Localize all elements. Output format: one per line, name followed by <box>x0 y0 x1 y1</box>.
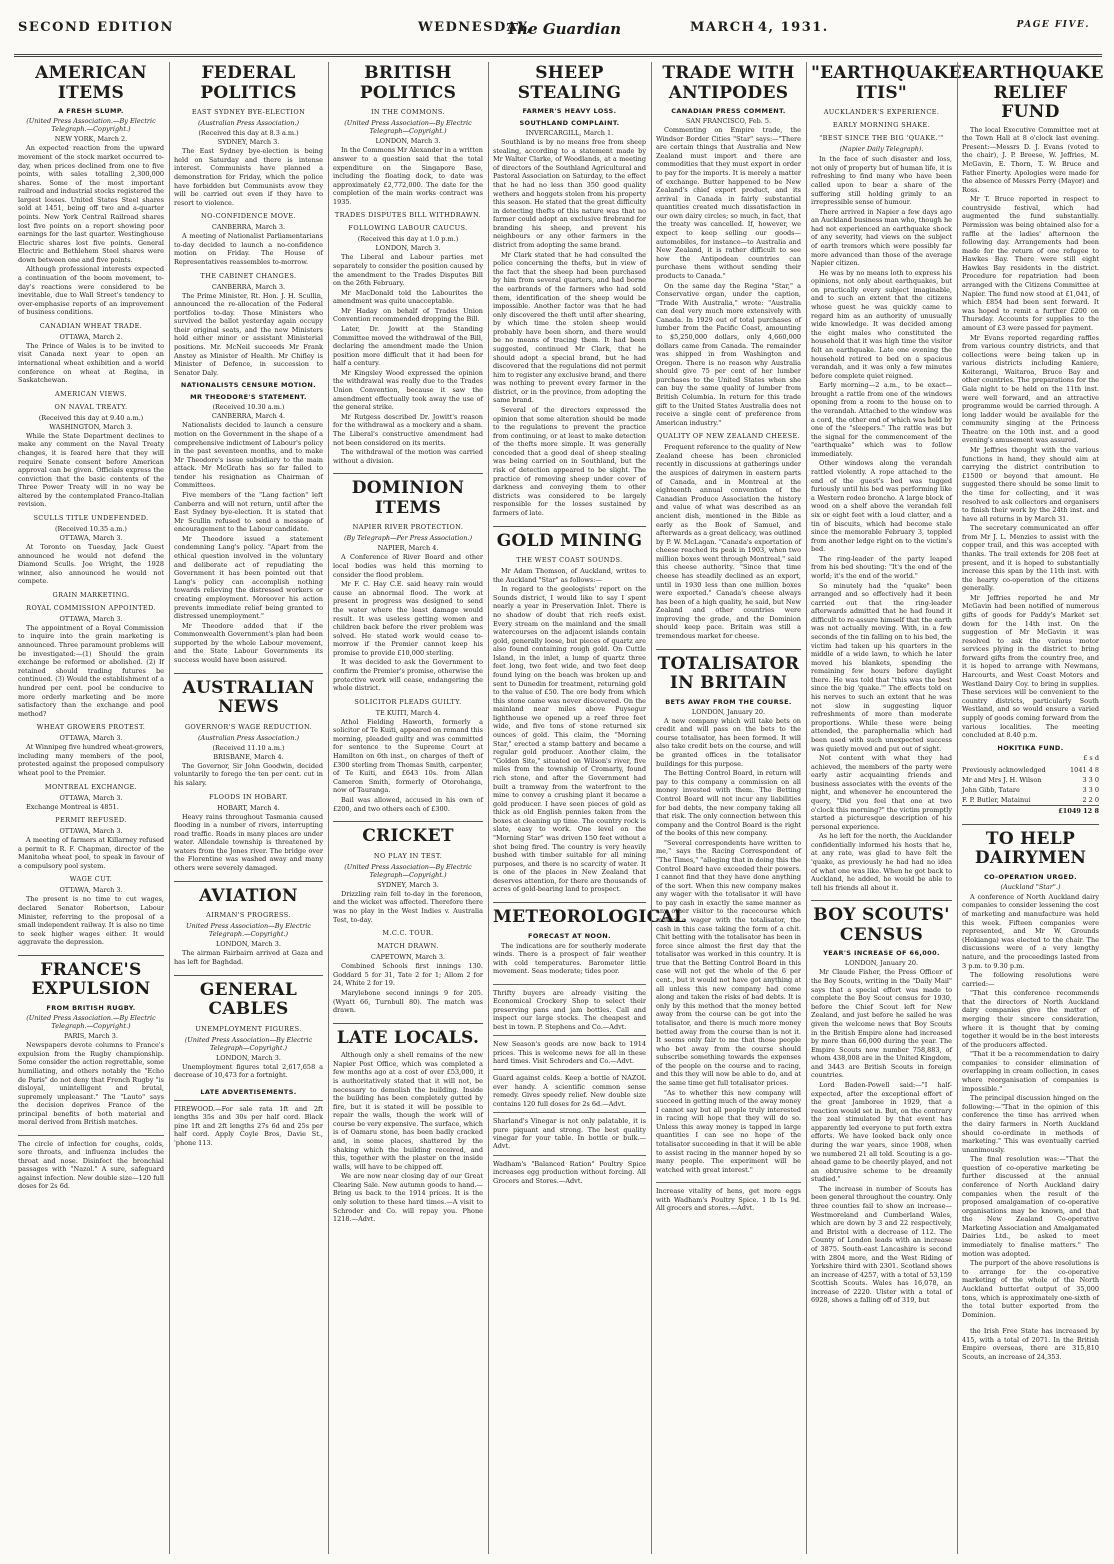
paragraph: A conference of North Auckland dairy companies to consider lessening the cost of marketing and manufacture was held this week. Fifteen companies were represented, and Mr W. Grounds (Hokianga) was elected to the chair. The discussions were of a very lengthy nature, and the proceedings lasted from 3 p.m. to 9.30 p.m. <box>962 892 1099 970</box>
paragraph: A new company which will take bets on credit and will pass on the bets to the course totalisator, has been formed. It will also take credit bets on the course, and will be granted offices in the totalisator buildings for this purpose. <box>656 716 801 768</box>
paragraph: Mr Evans reported regarding raffles from various country districts, and that collections were being taken up in various districts including Kaniere, Koiterangi, Waitaroa, Bruce Bay and other countries. The preparations for the Gala night to be held on the 11th inst. were well forward, and an attractive programme would be carried through. A long ladder would be available for the community singing at the Princess Theatre on the 10th inst. and a good evening's amusement was assured. <box>962 333 1099 445</box>
article-meteorological <box>493 902 687 976</box>
dateline: LONDON, March 3. <box>215 940 281 949</box>
headline: FRANCE'S EXPULSION <box>18 955 164 1000</box>
subheading: QUALITY OF NEW ZEALAND CHEESE. <box>656 432 801 441</box>
paragraph: The local Executive Committee met at the Town Hall at 8 o'clock last evening. Present:—Messrs D. J. Evans (voted to the chair), J. P. Breese, W. Jeffries, M. McGavin, E. Thorn, T. W. Bruce and Father Finerty. Apologies were made for the absence of Messrs Perry (Mayor) and Ross. <box>962 125 1099 194</box>
agency-credit: United Press Association—By Electric Telegraph.—Copyright.) <box>186 922 311 939</box>
subheading: SOLICITOR PLEADS GUILTY. <box>354 697 462 706</box>
headline: EARTHQUAKE RELIEF FUND <box>962 63 1104 123</box>
late-advertisements-heading: LATE ADVERTISEMENTS. <box>200 1088 297 1096</box>
subheading: WHEAT GROWERS PROTEST. <box>36 723 146 732</box>
paragraph: Commenting on Empire trade, the Windsor Border Cities "Star" says:—"There are certain things that Australia and New Zealand must import and there are commodities that they must export in order to pay for the imports. It is merely a matter of exchange. Butter happened to be New Zealand's chief export product, and its arrival in Canada in fairly substantial quantities created much dissatisfaction in our own dairy circles; so much, in fact, that the treaty was cancelled. If, however, we expect to keep selling our goods—automobiles, for instance—to Australia and New Zealand, it is rather difficult to see how the Antipodean countries can purchase them without sending their products to Canada." <box>656 126 801 280</box>
article-france-expulsion <box>18 955 164 1127</box>
subheading: NO PLAY IN TEST. <box>373 851 443 860</box>
headline: METEOROLOGICAL <box>493 902 646 928</box>
dateline: LONDON, January 20. <box>691 707 766 716</box>
fund-total: £1049 12 8 <box>1054 805 1099 816</box>
paragraph: In the face of such disaster and loss, not only of property but of human life, it is refreshing to find many who have been called upon to bear a share of the suffering still holding grimly to an irrepressible sense of humour. <box>811 155 952 207</box>
dateline: INVERCARGILL, March 1. <box>525 129 614 138</box>
received-note: (Received 11.10 a.m.) <box>212 743 285 752</box>
paragraph: Later, Dr. Jowitt at the Standing Committee moved the withdrawal of the Bill, declaring the amendment made the Union position more difficult that it had been for half a century. <box>333 325 483 368</box>
column-5 <box>651 62 805 1554</box>
paragraph: The Prince of Wales is to be invited to visit Canada next year to open an international wheat exhibition and a world conference on wheat at Regina, in Saskatchewan. <box>18 341 164 385</box>
paragraph: Mr Rutgess described Dr. Jowitt's reason for the withdrawal as a mockery and a sham. The Liberal's constructive amendment had not been considered on its merits. <box>333 412 483 447</box>
paragraph: Mr MacDonald told the Labourites the amendment was quite unacceptable. <box>333 288 483 306</box>
article-help-dairymen <box>962 824 1099 1320</box>
paragraph: The ring-leader of the party leaped from his bed shouting: "It's the end of the world; it's the end of the world." <box>811 554 952 580</box>
received-note: (Received this day at 9.40 a.m.) <box>38 413 144 422</box>
paragraph: Mr T. Bruce reported in respect to countryside festival, which had augmented the fund substantially. Permission was being obtained also for a raffle at the ladies' afternoon the following day. Arrangements had been made for the return of one refugee to Hawkes Bay. There were still eight Hawkes Bay residents in the district. Procedure for repatriation had been arranged with the Citizens Committee at Napier. The fund now stood at £1,041, of which £854 had been sent forward. It was hoped to remit a further £200 on Thursday. Accounts for supplies to the amount of £3 were passed for payment. <box>962 195 1099 332</box>
donor-name: Previously acknowledged <box>962 765 1046 774</box>
article-late-locals <box>333 1023 483 1224</box>
paragraph: In regard to the geologists' report on the Sounds district, I would like to say I spent nearly a year in Preservation Inlet. There is no shadow of doubt that rich reefs exist. Every stream on the mainland and the small watercourses on the adjacent islands contain gold, generally loose, but pieces of quartz are also found containing rough gold. On Cuttle Island, in the inlet, a lump of quartz three feet long, two feet wide, and two feet deep found lying on the beach was broken up and sent to Dunedin for treatment, returning gold to the value of £50. The ore body from which this stone came was never discovered. On the mainland near miles above Puysegur lighthouse we opened up a reef three feet wide, and five tons of stone returned six ounces of gold. This claim, the "Morning Star," erected a stamp battery and became a regular gold producer. Another claim, the "Golden Site," situated on Wilson's river, five miles from the township of Cromarty, found rich stone, and after the Government had built a tramway from the waterfront to the mine to convey a crushing plant it became a gold producer. I have seen pieces of gold as thick as old English pennies taken from the boxes at cleaning up time. The country rock is slate, easy to work. One level on the "Morning Star" was driven 150 feet without a shot being fired. The country is very heavily bushed with timber suitable for all mining purposes, and there is no scarcity of water. It is one of the places in New Zealand that deserves attention, for there are thousands of acres of gold-bearing land to prospect. <box>493 585 646 894</box>
paragraph: An expected reaction from the upward movement of the stock market occurred to-day, when prices declined from one to five points, with sales totalling 2,300,000 shares. Some of the most important railroad and industrial stocks registered the largest losses. United States Steel shares sold at 1451, being off two and a-quarter points. New York Central Railroad shares lost five points on a report showing poor earnings for the last quarter. Westinghouse Electric shares lost five points. General Electric and Bethlehem Steel shares were down between one and five points. <box>18 144 164 264</box>
received-note: (Received 10.35 a.m.) <box>55 525 127 533</box>
paragraph: Lord Baden-Powell said:—"I half-expected, after the exceptional effort of the great Jamboree in 1929, that a reaction would set in. But, on the contrary the zeal stimulated by that event has apparently led everyone to put forth extra efforts. We have looked back only once during the war years, since 1908, when we numbered 21 all told. Scouting is a go-ahead game to be cheerily played, and not an obtrusive scheme to be dreamily studied." <box>811 1080 952 1184</box>
paragraph: Newspapers devote columns to France's expulsion from the Rugby championship. Some consider the action regrettable, some humiliating, and others notably the "Echo de Paris" do not deny that French Rugby "is disloyal, unintelligent and brutal, supremely unpleasant." The "Lauto" says the decision deprives France of the principal benefits of both material and moral derived from British matches. <box>18 1041 164 1127</box>
dateline: NEW YORK, March 2. <box>54 135 128 144</box>
paragraph: Exchange Montreal is 4851. <box>26 802 119 811</box>
table-row <box>962 765 1099 775</box>
paragraph: The final resolution was:—"That the question of co-operative marketing be further discussed at the annual conference of North Auckland dairy companies when the result of the proposed amalgamation of co-operative organisations may be known, and that the New Zealand Co-operative Marketing Association and Amalgamated Dairies Ltd., be asked to meet immediately to finalise matters." The motion was adopted. <box>962 1155 1099 1258</box>
paragraph: "Several correspondents have written to me," says the Racing Correspondent of "The Times," "alleging that in doing this the Control Board have exceeded their powers. I cannot find that they have done anything of the sort. When this new company makes any wager with the totalisator it will have to pay cash in exactly the same manner as any other visitor to the racecourse which makes a wager with the totalisator, the cash in this case taking the form of a chit. Chit betting with the totalisator has been in force since almost the first day that the totalisator was worked in this country. It is true that the Betting Control Board in this case will not get the whole of the 6 per cent., but it would not have got anything at all unless this new company had come along and taken the risks of bad debts. It is only by this method that the money betted away from the course can be got into the totalisator, and there is much more money betted away from the course than is not it. It seems only fair to me that those people who bet away from the course should subscribe something towards the expenses of the people on the course and to racing, and this they will now be able to do, and at the same time get full totalisator prices. <box>656 838 802 1087</box>
table-row <box>962 785 1099 795</box>
issue-month: MARCH <box>690 20 756 35</box>
currency-header: £ s d <box>1083 753 1099 762</box>
newspaper-title: The Guardian <box>506 20 621 38</box>
agency-credit: (United Press Association—By Electric Telegraph—Copyright.) <box>184 1035 313 1052</box>
dateline: OTTAWA, March 3. <box>59 734 123 743</box>
subheading: THE WEST COAST SOUNDS. <box>516 556 623 565</box>
subheading: CANADIAN WHEAT TRADE. <box>39 321 143 330</box>
subheading: NATIONALISTS CENSURE MOTION. <box>180 381 317 390</box>
masthead-rule <box>14 54 1102 57</box>
paragraph: The appointment of a Royal Commission to inquire into the grain marketing is announced. Three paramount problems will be investigated:—(1) Should the grain exchange be reformed or abolished. (2) If retained should trading futures be continued. (3) Would the establishment of a hundred per cent. pool be conducive to more orderly marketing and be more satisfactory than the exchange and pool method? <box>18 623 164 718</box>
subheading: NO-CONFIDENCE MOVE. <box>201 212 296 221</box>
subheading: A FRESH SLUMP. <box>58 107 124 116</box>
headline: "EARTHQUAKE-ITIS" <box>811 63 970 103</box>
agency-credit: (United Press Association.—By Electric Telegraph.—Copyright.) <box>26 117 156 134</box>
subheading: MONTREAL EXCHANGE. <box>44 782 138 791</box>
paragraph: Mr Adam Thomson, of Auckland, writes to the Auckland "Star" as follows:— <box>493 567 646 584</box>
paragraph: Heavy rains throughout Tasmania caused flooding in a number of rivers, interrupting road traffic. Roads in many places are under water. Allendale township is threatened by waters from the Jones river. The bridge over the Florentine was washed away and many others were severely damaged. <box>174 812 323 872</box>
paragraph: Mr Kingsley Wood expressed the opinion the withdrawal was really due to the Trades Union Convention, because it saw the amendment effectually took away the use of the general strike. <box>333 368 483 412</box>
paragraph: Frequent reference to the quality of New Zealand cheese has been chronicled recently in discussions at gatherings under the auspices of dairymen in eastern parts of Canada, and in Montreal at the eighteenth annual convention of the Canadian Produce Association the history and value of what was described as an ancient dish, mentioned in the Bible as early as the Book of Samuel, and afterwards as a great delicacy, was outlined by P. W. McLagan. "Canada's exportation of cheese reached its peak in 1903, when two million boxes went through Montreal," said this cheese authority. "Since that time cheese has steadily declined as an export, until in 1930 less than one million boxes were exported." Canada's cheese always has been of a high quality, he said, but New Zealand and other countries were improving the grade, and the Dominion should keep pace. Britain was still a tremendous market for cheese. <box>656 443 802 641</box>
paragraph: A meeting of farmers at Killarney refused a permit to R. F. Chapman, director of the Manitoba wheat pool, to speak in favour of a compulsory pool system. <box>18 836 164 870</box>
dateline: CAPETOWN, March 3. <box>370 953 446 962</box>
donation-amount: 3 3 0 <box>1082 785 1099 794</box>
table-row <box>962 795 1099 806</box>
issue-date: 4, 1931. <box>758 20 829 35</box>
paragraph: Unemployment figures total 2,617,658 a decrease of 10,473 for a fortnight. <box>174 1062 323 1080</box>
paragraph: Bail was allowed, accused in his own of £200, and two others each of £300. <box>333 795 483 813</box>
paragraph: It was decided to ask the Government to confirm the Premier's promise, otherwise the protective work will cease, endangering the whole district. <box>333 658 483 693</box>
paragraph: The Betting Control Board, in return will pay to this company a commission on all money invested with them. The Betting Control Board will not incur any liabilities for bad debts, the new company taking all that risk. The only connection between this company and the Control Board is the right of the books of this new company. <box>656 769 801 838</box>
subheading: HOKITIKA FUND. <box>997 743 1064 752</box>
paragraph: The airman Fairbairn arrived at Gaza and has left for Baghdad. <box>174 949 323 966</box>
headline: SHEEP STEALING <box>517 63 622 103</box>
article-australian-news <box>174 673 323 873</box>
paragraph: In the Commons Mr Alexander in a written answer to a question said that the total expenditure on the Singapore Base, including the floating dock, to date was approximately £2,772,000. The date for the completion of the main works contract was 1935. <box>333 146 483 206</box>
advertisement: Guard against colds. Keep a bottle of NAZOL ever handy. A scientific common sense remedy. Gives speedy relief. New double size contains 120 full doses for 2s 6d.—Advt. <box>493 1069 646 1108</box>
headline: TOTALISATOR IN BRITAIN <box>656 649 801 694</box>
dateline: PARIS, March 3. <box>63 1032 119 1041</box>
subheading: WAGE CUT. <box>69 875 113 884</box>
edition-label: SECOND EDITION <box>18 20 174 35</box>
advertisement: FIREWOOD.—For sale rata 1ft and 2ft lengths 35s and 30s per half cord. Black pine 1ft and 2ft lengths 27s 6d and 25s per half cord. Apply Coyle Bros, Davie St., 'phone 113. <box>174 1100 323 1147</box>
subheading: ON NAVAL TREATY. <box>54 402 128 411</box>
paragraph: "That this conference recommends that the directors of North Auckland dairy companies give the matter of merging their sincere consideration, where it is thought that by coming together it would be in the best interests of the producers affected. <box>962 989 1099 1049</box>
headline: AMERICAN ITEMS <box>35 63 147 103</box>
dateline: WASHINGTON, March 3. <box>49 422 133 431</box>
subheading: EAST SYDNEY BYE-ELECTION <box>191 108 306 117</box>
subheading: AIRMAN'S PROGRESS. <box>206 911 291 920</box>
continued-paragraph: the Irish Free State has increased by 415, with a total of 2071. In the British Empire overseas, there are 315,810 Scouts, an increase of 24,353. <box>962 1327 1099 1361</box>
paragraph: The increase in number of Scouts has been general throughout the country. Only three counties fail to show an increase—Westmoreland and Cumberland Wales, which are down by 3 and 22 respectively, and Bristol with a decrease of 112. The County of London leads with an increase of 3875. South-east Lancashire is second with 2804 more, and the West Riding of Yorkshire third with 2301. Scotland shows an increase of 4257, with a total of 53,159 Scottish Scouts. Wales has 16,078, an increase of 2220. Ulster with a total of 6928, shows a falling off of 319, but <box>811 1184 952 1305</box>
dateline: SYDNEY, March 3. <box>217 138 280 147</box>
dateline: OTTAWA, March 3. <box>59 614 123 623</box>
headline: TO HELP DAIRYMEN <box>962 824 1099 869</box>
column-6 <box>806 62 970 1554</box>
dateline: OTTAWA, March 3. <box>59 793 123 802</box>
dateline: HOBART, March 4. <box>217 803 280 812</box>
subheading: CANADIAN PRESS COMMENT. <box>671 107 786 116</box>
paragraph: On the same day the Regina "Star," a Conservative organ, under the caption, "Trade With Australia," wrote: "Australia can deal very much more extensively with Canada. In 1929 out of total purchases of lumber from the Pacific Coast, amounting to $5,250,000 dollars, only 4,660,000 dollars came from Canada. The remainder was shipped in from Washington and Oregon. There is no reason why Australia should give 75 per cent of her lumber purchases to the United States when she can buy the same quality of lumber from British Columbia. In return for this trade gift to the United States Australia does not receive a single cent of preference from American industry." <box>656 281 801 427</box>
subheading: FLOODS IN HOBART. <box>208 792 289 801</box>
paragraph: We are now near closing day of our Great Clearing Sale. New autumn goods to hand.—Bring us back to the 1914 prices. It is the only solution to these hard times.—A visit to Schroder and Co. will repay you. Phone 1218.—Advt. <box>333 1172 483 1224</box>
paragraph: The secretary communicated an offer from Mr J. L. Menzies to assist with the copper trail, and this was accepted with thanks. The trail extends for 208 feet at present, and it is hoped to substantially increase this span by the 11th inst. with the hearty co-operation of the citizens generally. <box>962 524 1099 593</box>
paragraph: A meeting of Nationalist Parliamentarians to-day decided to launch a no-confidence motion on Friday. The House of Representatives reassembles to-morrow. <box>174 232 323 266</box>
article-general-cables <box>174 975 323 1081</box>
article-sheep-stealing <box>493 62 646 518</box>
column-4 <box>488 62 687 1554</box>
article-earthquake-itis <box>811 62 970 892</box>
paragraph: Although professional interests expected a continuation of the boom movement, to-day's reactions were considered to be inevitable, due to Wall Street's tendency to over-emphasise reports of an improvement of business conditions. <box>18 265 164 317</box>
headline: BRITISH POLITICS <box>359 63 457 103</box>
paragraph: Mr Theodore added that if the Commonwealth Government's plan had been supported by the whole Labour movement, and the State Labour Governments its success would have been assured. <box>174 621 323 664</box>
donor-name: John Gibb, Tatare <box>962 785 1020 794</box>
fund-table <box>962 765 1099 816</box>
donor-name: F. P. Butler, Matainui <box>962 795 1031 804</box>
paragraph: Marylebone second innings 9 for 205. (Wyatt 66, Turnbull 80). The match was drawn. <box>333 988 483 1015</box>
total-row <box>962 805 1099 816</box>
dateline: BRISBANE, March 4. <box>213 752 284 761</box>
paragraph: Early morning—2 a.m., to be exact—brought a rattle from one of the windows opening from a room to the house on to the verandah. Attached to the window was a cord, the other end of which was held by one of the "sleepers." The rattle was but the signal for the commencement of the "earthquake" which was to follow immediately. <box>811 381 952 458</box>
subheading: FORECAST AT NOON. <box>527 931 611 940</box>
paragraph: Mr Claude Fisher, the Press Officer of the Boy Scouts, writing in the "Daily Mail" says that a special effort was made to complete the Boy Scout census for 1930, before the Chief Scout left for New Zealand, and just before he sailed he was given the welcome news that Boy Scouts in the British Empire alone had increased by more than 66,000 during the year. The Empire Scouts now number 758,883, of whom 438,008 are in the United Kingdom, and 3443 are British Scouts in foreign countries. <box>811 968 952 1080</box>
donation-amount: 3 3 0 <box>1082 775 1099 784</box>
subheading: THE CABINET CHANGES. <box>200 271 297 280</box>
donor-name: Mr and Mrs J. H. Wilson <box>962 775 1042 784</box>
dateline: OTTAWA, March 2. <box>59 332 123 341</box>
subheading: EARLY MORNING SHAKE. <box>832 121 931 130</box>
paragraph: Mr F. C. Hay C.E. said heavy rain would cause an abnormal flood. The work at present in progress was designed to send the water where the least damage would result. It was useless getting women and children back before the river problem was solved. He stated work would cease to-morrow if the Premier cannot keep his promise to provide £10,000 sterling. <box>333 580 483 657</box>
subheading: AMERICAN VIEWS. <box>55 389 127 398</box>
donation-amount: 1041 4 8 <box>1070 765 1099 774</box>
paragraph: Although only a shell remains of the new Napier Post Office, which was completed a few months ago at a cost of over £53,000, it is authoritatively stated that it will not, be necessary to demolish the building. Inside the building has been completely gutted by fire, but it is stated it will be possible to repair the walls, though the work will of course be very expensive. The surface, which is of Oamaru stone, has been badly cracked and, in some places, shattered by the shaking which the building received, and this, together with the plaster on the inside walls, will have to be chipped off. <box>333 1051 483 1171</box>
paragraph: At Toronto on Tuesday, Jack Guest announced he would not defend the Diamond Sculls. Joe Wright, the 1928 winner, also announced he would not compete. <box>18 543 164 586</box>
article-american-items <box>18 62 164 947</box>
subheading: FOLLOWING LABOUR CAUCUS. <box>348 224 468 233</box>
subheading: IN THE COMMONS. <box>370 108 446 117</box>
column-3 <box>328 62 487 1554</box>
paragraph: "That it be a recommendation to dairy companies to consider elimination of overlapping in cream collection, in cases where reorganisation of companies is impossible." <box>962 1050 1099 1093</box>
subheading: MATCH DRAWN. <box>377 942 439 951</box>
dateline: LONDON, March 3. <box>215 1053 281 1062</box>
agency-credit: (Australian Press Association.) <box>198 119 299 128</box>
headline: GOLD MINING <box>493 526 646 552</box>
table-row <box>962 775 1099 785</box>
paragraph: Mr Jeffries thought with the various functions in hand, they should aim at carrying the district contribution to £1500 or beyond that amount. He suggested there should be some limit to the time for collecting, and it was resolved to ask collectors and organisers to finish their work by the 24th inst. and have all returns in by March 31. <box>962 446 1099 523</box>
dateline: OTTAWA, March 3. <box>59 534 123 542</box>
donation-amount: 2 2 0 <box>1082 795 1099 804</box>
subheading: PERMIT REFUSED. <box>55 816 127 825</box>
dateline: CANBERRA, March 3. <box>211 223 286 232</box>
article-british-politics <box>333 62 483 465</box>
paragraph: The principal discussion hinged on the following:—"That in the opinion of this conference the time has arrived when the dairy farmers in North Auckland should co-ordinate in methods of marketing." This was eventually carried unanimously. <box>962 1094 1099 1154</box>
article-dominion-items <box>333 473 483 813</box>
dateline: LONDON, March 3. <box>375 244 441 253</box>
article-aviation <box>174 881 323 967</box>
paragraph: So minutely had the "quake" been arranged and so effectively had it been carried out that the ring-leader afterwards admitted that he had found it difficult to re-assure himself that the earth was not actually moving. With, in a few seconds of the tin falling on to his bed, the victim had taken up his quarters in the middle of a wide lawn, to which he later moved his blankets, spending the remaining few hours before daylight there. He was told that "this was the best since the big 'quake.'" The effects told on his nerves to such an extent that he was not slow in suggesting liquor refreshments of more than moderate proportions. While these were being attended, the paraphernalia which had been used with such unexpected success was quietly moved and put out of sight. <box>811 581 952 753</box>
subheading: YEAR'S INCREASE OF 66,000. <box>823 949 940 958</box>
agency-credit: (United Press Association.—By Electric Telegraph.—Copyright.) <box>26 1014 156 1031</box>
dateline: OTTAWA, March 3. <box>59 886 123 895</box>
paragraph: The purport of the above resolutions is to arrange for the co-operative marketing of the whole of the North Auckland butterfat output of 35,000 tons, which is approximately one-sixth of the total butter exported from the Dominion. <box>962 1259 1099 1319</box>
subheading: GOVERNOR'S WAGE REDUCTION. <box>184 722 313 731</box>
article-totalisator <box>656 649 801 1175</box>
advertisement: The circle of infection for coughs, colds, sore throats, and influenza includes the throat and nose. Disinfect the bronchial passages with "Nazol." A sure, safeguard against infection. New double size—120 full doses for 2s 6d. <box>18 1135 164 1191</box>
column-7 <box>957 62 1103 1554</box>
headline: DOMINION ITEMS <box>333 473 483 518</box>
advertisement: Wadham's "Balanced Ration" Poultry Spice increases egg production without forcing. All Grocers and Stores.—Advt. <box>493 1155 646 1185</box>
dateline: SYDNEY, March 3. <box>377 880 439 889</box>
advertisement: Increase vitality of hens, get more eggs with Wadham's Poultry Spice. 1 lb 1s 9d. All grocers and stores.—Advt. <box>656 1182 801 1212</box>
agency-credit: (United Press Association—By Electric Telegraph—Copyright.) <box>344 862 472 879</box>
subheading: MR THEODORE'S STATEMENT. <box>190 393 307 402</box>
agency-credit: (Auckland "Star".) <box>1000 882 1061 891</box>
dateline: TE KUITI, March 4. <box>375 708 441 717</box>
subheading: SCULLS TITLE UNDEFENDED. <box>33 514 149 522</box>
paragraph: The Prime Minister, Rt. Hon. J. H. Scullin, announced the re-allocation of the Federal portfolios to-day. Those Ministers who survived the ballot yesterday again occupy their original seats, and the new Ministers hold either minor or assistant Ministerial positions. Mr. McNeil succeeds Mr Frank Anstey as Minister of Health. Mr Chifley is Minister of Defence, in succession to Senator Daly. <box>174 291 323 377</box>
paragraph: The following resolutions were carried:— <box>962 971 1099 988</box>
dateline: OTTAWA, March 3. <box>59 827 123 836</box>
advertisement: Sharland's Vinegar is not only palatable, it is pure piquant and strong. The best quality vinegar for your table. In bottle or bulk.—Advt. <box>493 1112 646 1151</box>
paragraph: Other windows along the verandah rattled violently. A rope attached to the end of the guest's bed was tugged furiously until his bed was performing like a Western rodeo broncho. A large block of wood on a shelf above the verandah fell six or eight feet with a loud clatter, and a tin of biscuits, which had become stale since the memorable February 3, toppled from another ledge right on to the victim's bed. <box>811 459 952 554</box>
agency-credit: (By Telegraph—Per Press Association.) <box>343 534 473 543</box>
page-number: PAGE FIVE. <box>1016 20 1090 30</box>
column-1 <box>14 62 168 1554</box>
paragraph: Combined Schools first innings 130. Goddard 5 for 31, Tate 2 for 1; Allom 2 for 24, White 2 for 19. <box>333 962 483 988</box>
dateline: NAPIER, March 4. <box>377 544 439 553</box>
article-federal-politics <box>174 62 323 665</box>
agency-credit: (Australian Press Association.) <box>198 733 299 742</box>
headline: AVIATION <box>174 881 323 907</box>
paragraph: Drizzling rain fell to-day in the forenoon, and the wicket was affected. Therefore there was no play in the West Indies v. Australia Test, to-day. <box>333 889 483 924</box>
article-trade-antipodes <box>656 62 801 641</box>
paragraph: Athol Fielding Haworth, formerly a solicitor of Te Kuiti, appeared on remand this morning, pleaded guilty and was committed for sentence to the Supreme Court at Hamilton on 6th inst., on charges of theft of £300 sterling from Thomas Smith, carpenter, of Te Kuiti, and £643 10s. from Allan Cameron Smith, formerly of Otorohanga, now of Tauranga. <box>333 717 483 795</box>
headline: BOY SCOUTS' CENSUS <box>811 900 952 945</box>
advertisement: New Season's goods are now back to 1914 prices. This is welcome news for all in these hard times. Visit Schroders and Co.—Advt. <box>493 1035 646 1065</box>
headline: CRICKET <box>333 821 483 847</box>
paragraph: The East Sydney bye-election is being held on Saturday and there is intense interest. Communists have planned a demonstration for Friday, which the police have forbidden but Communists avow they will be carried out even if they have to resort to violence. <box>174 147 323 207</box>
paragraph: The withdrawal of the motion was carried without a division. <box>333 448 483 465</box>
paragraph: At Winnipeg five hundred wheat-growers, including many members of the pool, protested against the proposed compulsory wheat pool to the Premier. <box>18 743 164 777</box>
masthead <box>18 20 1098 44</box>
paragraph: "As to whether this new company will succeed in getting much of the away money I cannot say but all people truly interested in racing will hope that they will do so. Unless this away money is tapped in large quantities I can see no hope of the totalisator succeeding in that it will be able to assist racing in the manner hoped by so many people. The experiment will be watched with great interest." <box>656 1088 801 1174</box>
paragraph: The indications are for southerly moderate winds. There is a prospect of fair weather with cold temperatures. Barometer little movement. Seas moderate; tides poor. <box>493 941 646 976</box>
paragraph: A Conference of River Board and other local bodies was held this morning to consider the flood problem. <box>333 553 483 579</box>
subheading: CO-OPERATION URGED. <box>984 872 1077 881</box>
subheading: ROYAL COMMISSION APPOINTED. <box>26 603 156 612</box>
paragraph: Five members of the "Lang faction" left Canberra and will not return, until after the East Sydney bye-election. It is stated that Mr Scullin refused to send a message of encouragement to the Labour candidate. <box>174 490 323 534</box>
paragraph: The Liberal and Labour parties met separately to consider the position caused by the amendment to the Trades Disputes Bill on the 26th February. <box>333 253 483 288</box>
headline: AUSTRALIAN NEWS <box>174 673 323 718</box>
paragraph: Mr Haday on behalf of Trades Union Convention recommended dropping the Bill. <box>333 306 483 324</box>
article-gold-mining <box>493 526 646 895</box>
headline: TRADE WITH ANTIPODES <box>662 63 795 103</box>
article-cricket <box>333 821 483 1015</box>
paragraph: He was by no means loth to express his opinions, not only about earthquakes, but on practically every subject imaginable, and to such an extent that the citizens whose guest he was quickly came to regard him as an authority of unusually wide knowledge. It was decided among the eight males who constituted the household that it was high time the visitor felt an earthquake. Late one evening the household retired to bed on a spacious verandah, and it was only a few minutes before complete quiet reigned. <box>811 268 952 380</box>
headline: GENERAL CABLES <box>174 975 323 1020</box>
subheading: UNEMPLOYMENT FIGURES. <box>195 1024 302 1033</box>
paragraph: Several of the directors expressed the opinion that some alteration should be made to the regulations to prevent the practice from continuing, or at least to make detection of the thefts more simple. It was generally conceded that a good deal of sheep stealing was being carried on in Southland, but the risk of detection appeared to be slight. The practice of removing sheep under cover of darkness and conveying them to other districts was considered to be largely responsible for the losses sustained by farmers of late. <box>493 406 646 517</box>
issue-day: WEDNESDAY, <box>418 20 533 35</box>
paragraph: Mr Theodore issued a statement condemning Lang's policy. "Apart from the ethical question involved in the voluntary and deliberate act of repudiating the Government it has been pointed out that Lang's policy can accomplish nothing towards relieving the distressed workers or creating employment. Moreover his action prevents immediate relief being granted to distressed unemployment." <box>174 534 323 621</box>
column-2 <box>169 62 327 1554</box>
paragraph: The Governor, Sir John Goodwin, decided voluntarily to forego the ten per cent. cut in his salary. <box>174 761 323 787</box>
advertisement: Thrifty buyers are already visiting the Economical Crockery Shop to select their preserving pans and jam bottles. Call and inspect our large stocks. The cheapest and best in town. P. Stephens and Co.—Advt. <box>493 984 646 1031</box>
subheading: GRAIN MARKETING. <box>52 590 130 599</box>
dateline: CANBERRA, March 4. <box>211 412 286 421</box>
subheading: TRADES DISPUTES BILL WITHDRAWN. <box>334 211 482 220</box>
paragraph: Mr Clark stated that he had consulted the police concerning the thefts, but in view of the fact that the sheep had been purchased by him from several quarters, and had borne the earbrands of the farmers who had sold them, identification of the sheep would be impossible. Another factor was that he had only discovered the theft until after shearing, by which time the stolen sheep would probably have been shorn, and there would be no means of tracing them. It had been suggested, continued Mr Clark, that he should adopt a special brand, but he had discovered that the regulations did not permit him to register any exclusive brand, and there was nothing to prevent every farmer in the district, or in the province, from adopting the same brand. <box>493 250 646 405</box>
headline: FEDERAL POLITICS <box>200 63 297 103</box>
dateline: CANBERRA, March 3. <box>211 282 286 291</box>
received-note: (Received this day at 1.0 p.m.) <box>357 235 459 244</box>
article-earthquake-relief-fund <box>962 62 1104 816</box>
subheading: FARMER'S HEAVY LOSS. <box>522 107 617 116</box>
paragraph: Nationalists decided to launch a censure motion on the Government in the shape of a comprehensive indictment of Labour's policy in the past seventeen months, and to make Mr Theodore's issue subsidiary to the main attack. Mr McGrath has so far failed to tender his resignation as Chairman of Committees. <box>174 421 323 490</box>
paragraph: The present is no time to cut wages, declared Senator Robertson, Labour Minister, referring to the proposal of a small independent railway. It is also no time to seek higher wages either. It would aggravate the depression. <box>18 895 164 947</box>
received-note: (Received 10.30 a.m.) <box>212 403 285 412</box>
agency-credit: (Napier Daily Telegraph). <box>839 145 924 154</box>
subheading: "BEST SINCE THE BIG 'QUAKE.'" <box>819 134 944 143</box>
subheading: SOUTHLAND COMPLAINT. <box>519 119 620 128</box>
paragraph: While the State Department declines to make any comment on the Naval Treaty changes, it is feared here that they will require Senate consent before American approval can be given. Officials express the conviction that the basic contents of the Three Power Treaty will in no way be altered by the contemplated Franco-Italian revision. <box>18 431 164 509</box>
subheading: NAPIER RIVER PROTECTION. <box>352 523 464 532</box>
subheading: FROM BRITISH RUGBY. <box>46 1004 136 1013</box>
dateline: SAN FRANCISCO, Feb. 5. <box>685 117 772 126</box>
received-note: (Received this day at 8.3 a.m.) <box>198 129 299 138</box>
dateline: LONDON, January 20. <box>844 959 919 968</box>
article-boy-scouts-census <box>811 900 952 1305</box>
headline: LATE LOCALS. <box>333 1023 483 1049</box>
subheading: M.C.C. TOUR. <box>382 929 434 938</box>
subheading: BETS AWAY FROM THE COURSE. <box>665 697 792 706</box>
dateline: LONDON, March 3. <box>375 137 441 146</box>
paragraph: Southland is by no means free from sheep stealing, according to a statement made by Mr Walter Clarke, of Woodlands, at a meeting of directors of the Southland Agricultural and Pastoral Association on Saturday, to the effect that he had no less than 350 good quality wethers and hoggets stolen from his property this season. He stated that the great difficulty in detecting thefts of this nature was that no farmer could adopt an exclusive firebrand for branding his sheep, and prevent his neighbours or any other farmers in the district from adopting the same brand. <box>493 138 646 250</box>
paragraph: Mr Jeffries reported he and Mr McGavin had been notified of numerous gifts of goods for Paddy's Market set down for the 14th inst. On the suggestion of Mr McGavin it was resolved to ask the various motor services plying in the district to bring forward gifts from the country free, and it is hoped to arrange with Newmans, Harcourts, and West Coast Motors and Westland Dairy Coy. to bring in supplies. These services will be convenient to the country districts, particularly South Westland, and so would ensure a varied supply of goods coming forward from the various localities. The meeting concluded at 8.40 p.m. <box>962 593 1099 740</box>
subheading: AUCKLANDER'S EXPERIENCE. <box>823 108 940 117</box>
agency-credit: (United Press Association—By Electric Telegraph—Copyright.) <box>344 119 472 136</box>
paragraph: As he left for the north, the Aucklander confidentially informed his hosts that he, at any rate, was glad to have felt the 'quake, as previously he had had no idea of what one was like. When he got back to Auckland, he added, he would be able to tell his friends all about it. <box>811 832 952 892</box>
paragraph: Not content with what they had achieved, the members of the party were early astir acquainting friends and business associates with the events of the night, and whenever he encountered the query, "Did you feel that one at two o'clock this morning?" the victim promptly started a picturesque description of his personal experience. <box>811 754 952 831</box>
paragraph: There arrived in Napier a few days ago an Auckland business man who, though he had not experienced an earthquake shock of any severity, had views on the subject of earth tremors which were possibly far more advanced than those of the average Napier citizen. <box>811 207 952 268</box>
